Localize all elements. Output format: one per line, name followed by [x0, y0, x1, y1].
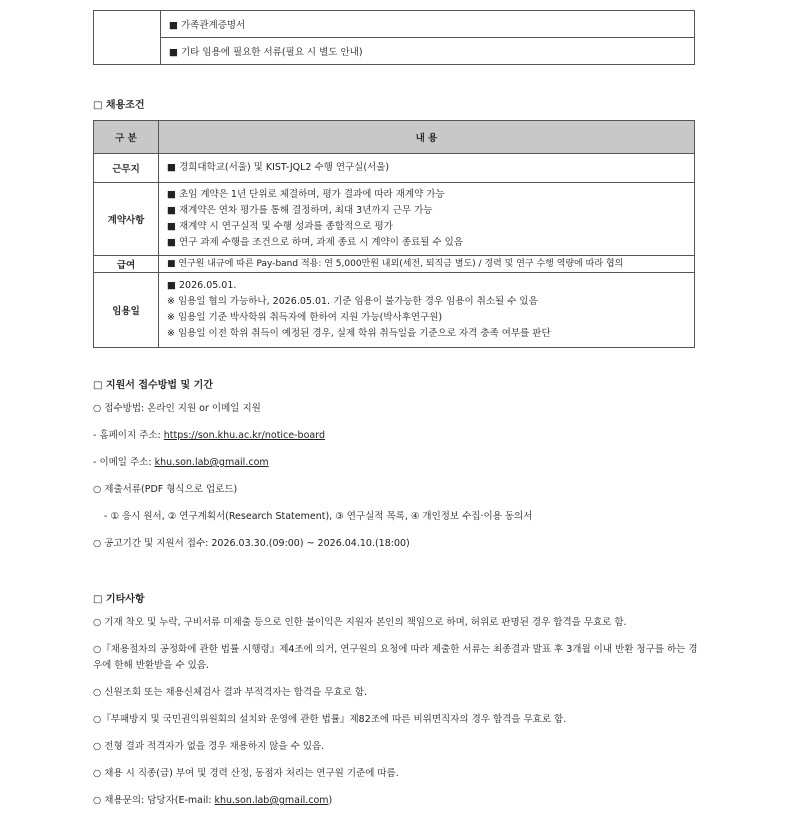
- content-line: ※ 임용일 협의 가능하나, 2026.05.01. 기준 임용이 불가능한 경우 임용이 취소될 수 있음: [167, 296, 538, 307]
- row-label: 계약사항: [94, 183, 159, 256]
- table-row: [94, 256, 695, 273]
- content-line: ■ 재계약은 연차 평가를 통해 결정하며, 최대 3년까지 근무 가능: [167, 205, 433, 216]
- content-line: ※ 임용일 이전 학위 취득이 예정된 경우, 실제 학위 취득일을 기준으로 자격 충족 여부를 판단: [167, 328, 551, 339]
- email-label: - 이메일 주소:: [93, 457, 155, 468]
- content-line: ※ 임용일 기준 박사학위 취득자에 한하여 지원 가능(박사후연구원): [167, 312, 443, 323]
- homepage-line: [93, 428, 698, 444]
- etc-item: ○ 채용 시 직종(급) 부여 및 경력 산정, 동점자 처리는 연구원 기준에 따름.: [93, 768, 399, 779]
- section-heading-conditions: □ 채용조건: [93, 100, 145, 111]
- etc-item: ○ 기재 착오 및 누락, 구비서류 미제출 등으로 인한 불이익은 지원자 본인의 책임으로 하며, 허위로 판명된 경우 합격을 무효로 함.: [93, 617, 627, 628]
- table-cell: ■ 기타 임용에 필요한 서류(필요 시 별도 안내): [161, 38, 695, 65]
- content-line: ■ 2026.05.01.: [167, 280, 237, 291]
- row-label: 근무지: [94, 154, 159, 183]
- content-line: ■ 연구원 내규에 따른 Pay-band 적용: 연 5,000만원 내외(세전, 퇴직금 별도) / 경력 및 연구 수행 역량에 따라 협의: [167, 259, 624, 269]
- apply-period: ○ 공고기간 및 지원서 접수: 2026.03.30.(09:00) ~ 2026.04.10.(18:00): [93, 538, 410, 549]
- table-row: [94, 11, 695, 38]
- docs-heading: ○ 제출서류(PDF 형식으로 업로드): [93, 484, 238, 495]
- row-label: 급여: [94, 256, 159, 273]
- table-row: [94, 273, 695, 348]
- homepage-link[interactable]: https://son.khu.ac.kr/notice-board: [163, 430, 325, 441]
- content-line: ■ 초임 계약은 1년 단위로 체결하며, 평가 결과에 따라 재계약 가능: [167, 189, 445, 200]
- table-row: [94, 154, 695, 183]
- conditions-table: [93, 120, 695, 348]
- contact-email-link[interactable]: khu.son.lab@gmail.com: [214, 795, 329, 806]
- etc-item: ○『부패방지 및 국민권익위원회의 설치와 운영에 관한 법률』제82조에 따른 비위면직자의 경우 합격을 무효로 함.: [93, 714, 567, 725]
- table-cell-empty: [94, 11, 161, 65]
- email-link[interactable]: khu.son.lab@gmail.com: [154, 457, 269, 468]
- row-content: [159, 183, 695, 256]
- row-content: [159, 154, 695, 183]
- contact-end: ): [328, 795, 333, 806]
- row-label: 임용일: [94, 273, 159, 348]
- contact-label: ○ 채용문의: 담당자(E-mail:: [93, 795, 215, 806]
- table-cell: ■ 가족관계증명서: [161, 11, 695, 38]
- content-line: ■ 경희대학교(서울) 및 KIST-JQL2 수행 연구실(서울): [167, 162, 390, 173]
- homepage-label: - 홈페이지 주소:: [93, 430, 164, 441]
- docs-list: - ① 응시 원서, ② 연구계획서(Research Statement), ③ 연구실적 목록, ④ 개인정보 수집·이용 동의서: [104, 511, 533, 522]
- row-content: [159, 256, 695, 273]
- apply-method: ○ 접수방법: 온라인 지원 or 이메일 지원: [93, 403, 261, 414]
- etc-item: ○ 전형 결과 적격자가 없을 경우 채용하지 않을 수 있음.: [93, 741, 325, 752]
- top-table: [93, 10, 695, 65]
- table-row: [94, 38, 695, 65]
- section-heading-etc: □ 기타사항: [93, 594, 145, 605]
- row-content: [159, 273, 695, 348]
- section-heading-apply: □ 지원서 접수방법 및 기간: [93, 380, 213, 391]
- etc-item: ○ 신원조회 또는 채용신체검사 결과 부적격자는 합격을 무효로 함.: [93, 687, 368, 698]
- col-header-content: 내 용: [159, 121, 695, 154]
- etc-item: ○『채용절차의 공정화에 관한 법률 시행령』제4조에 의거, 연구원의 요청에 따라 제출한 서류는 최종결과 발표 후 3개월 이내 반환 청구를 하는 경우에 한해 반환받을 수 있음.: [93, 644, 698, 671]
- content-line: ■ 재계약 시 연구실적 및 수행 성과를 종합적으로 평가: [167, 221, 393, 232]
- col-header-label: 구 분: [94, 121, 159, 154]
- table-row: [94, 183, 695, 256]
- email-line: [93, 455, 698, 471]
- contact-line: [93, 793, 698, 809]
- table-header-row: [94, 121, 695, 154]
- content-line: ■ 연구 과제 수행을 조건으로 하며, 과제 종료 시 계약이 종료될 수 있음: [167, 237, 464, 248]
